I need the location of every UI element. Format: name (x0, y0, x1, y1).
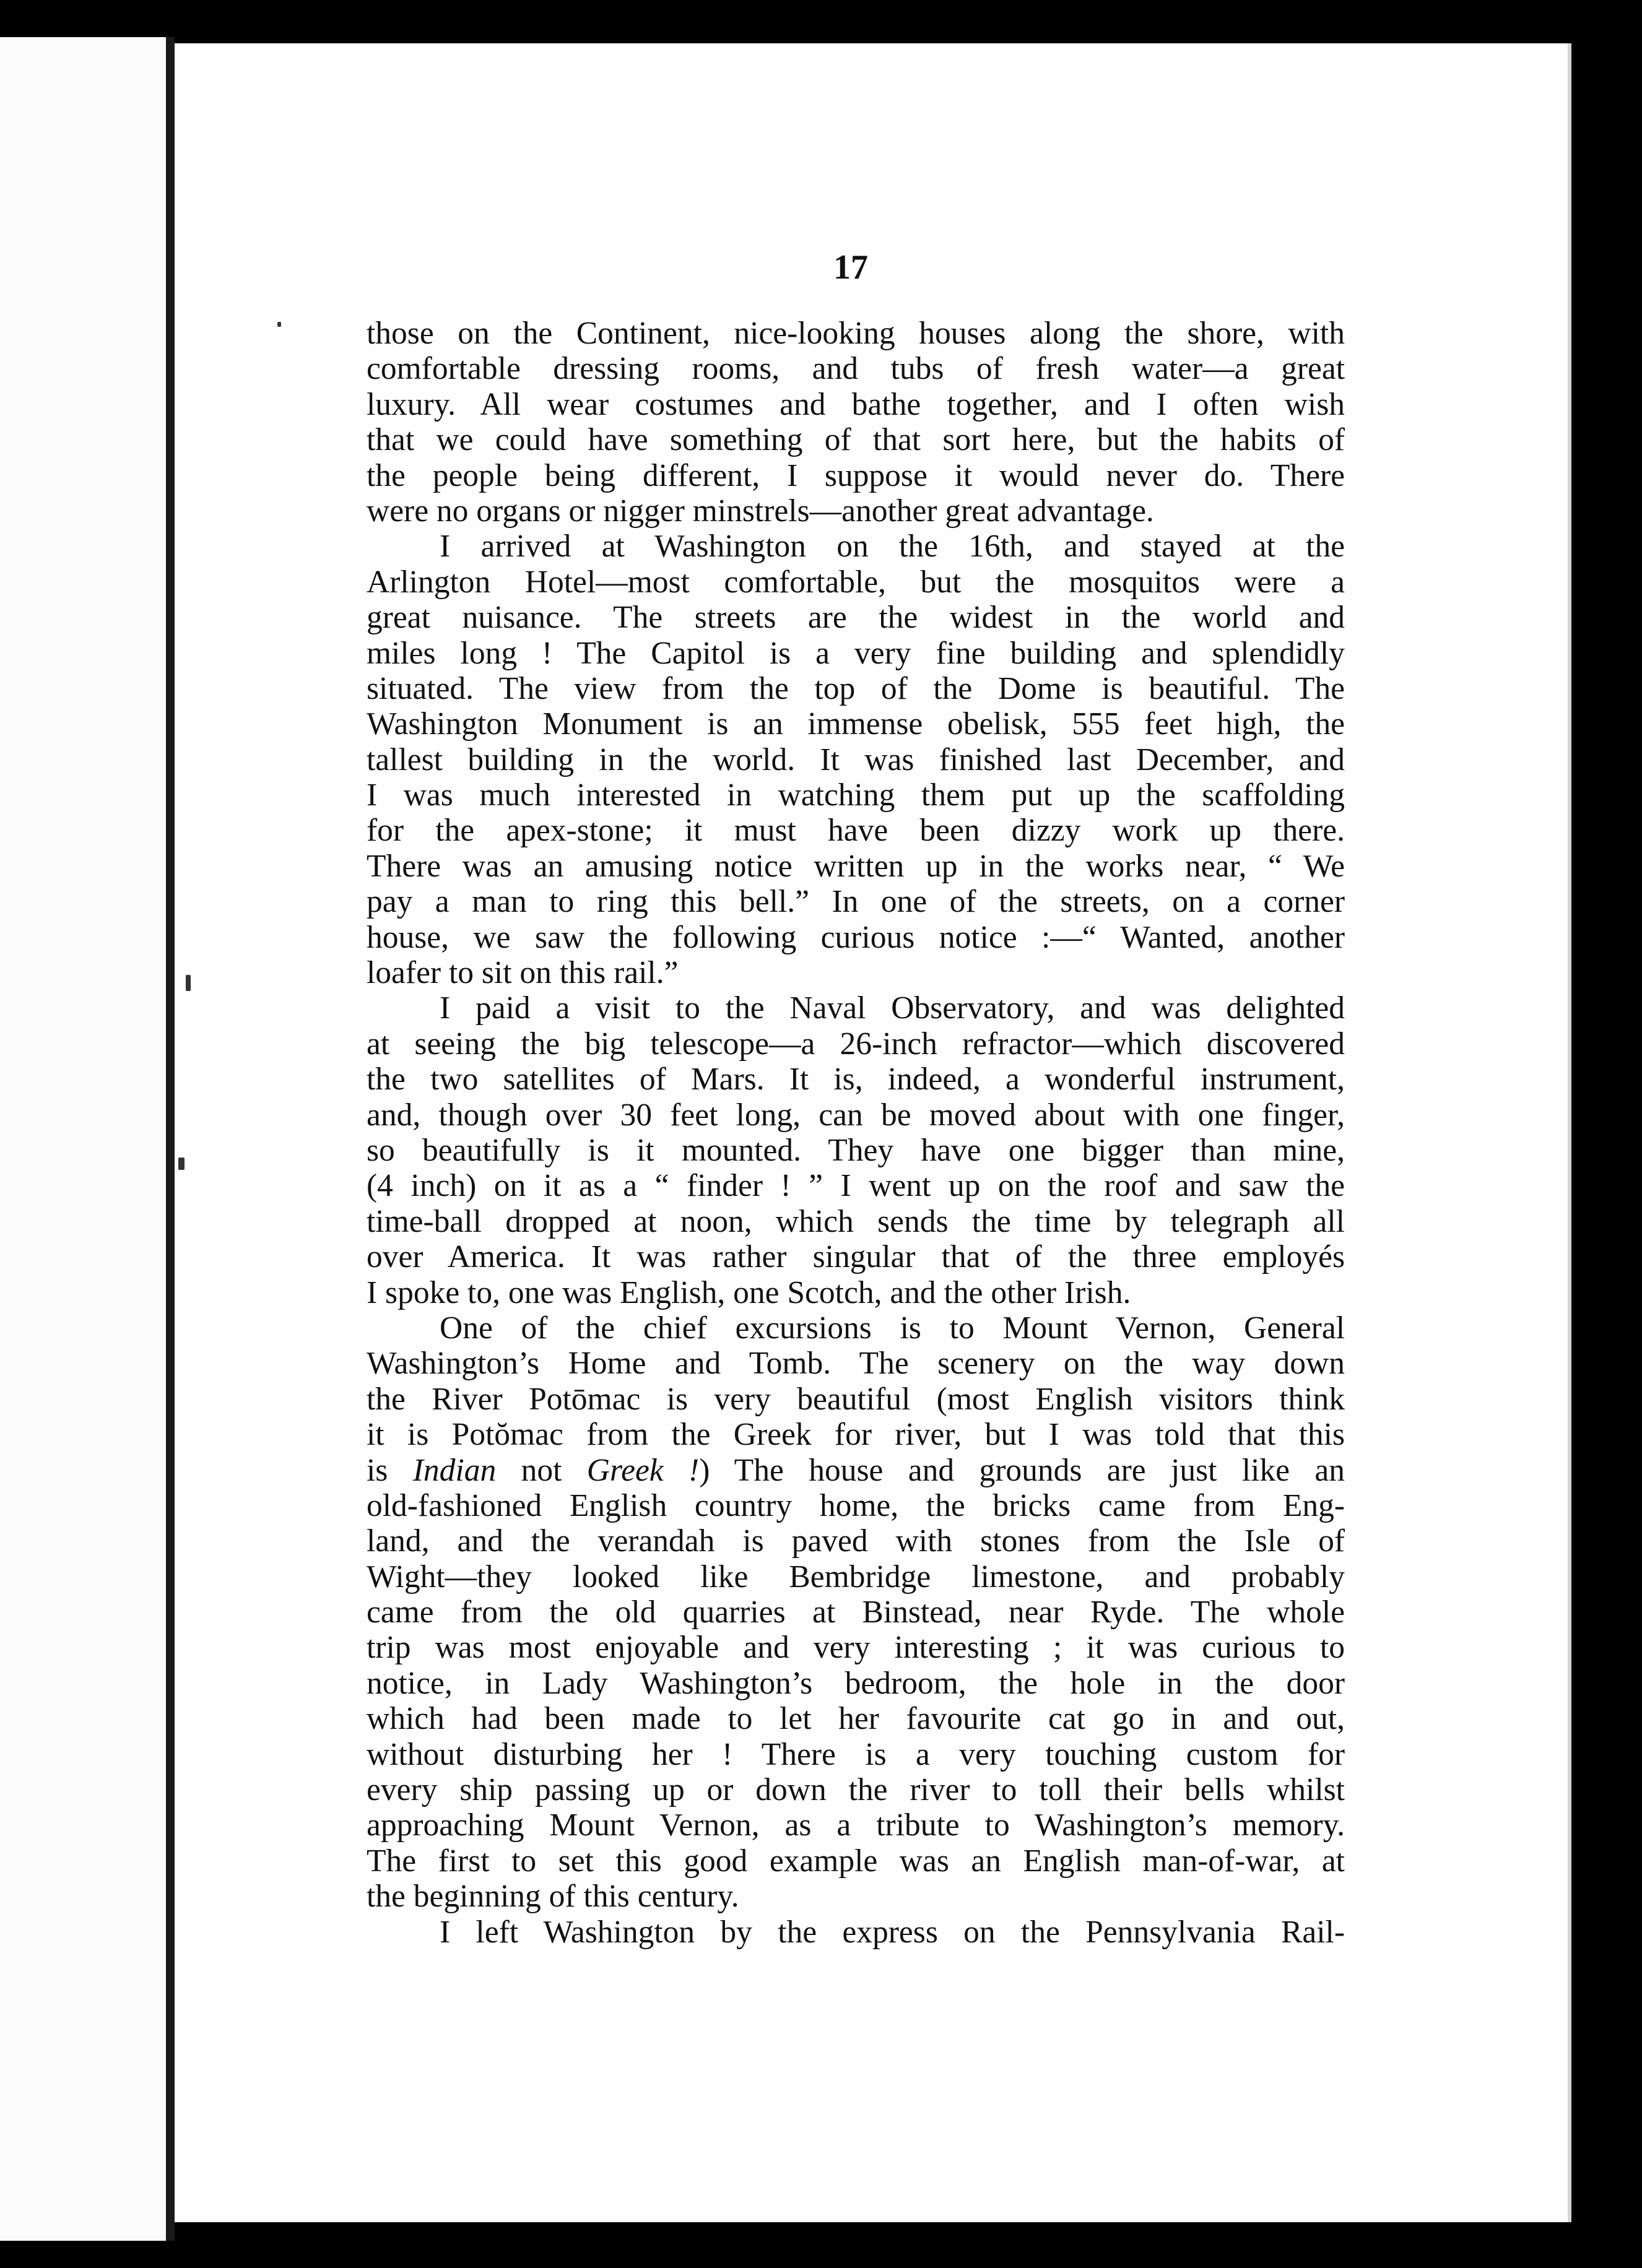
text-line: the people being different, I suppose it would never do. There (367, 457, 1345, 493)
text-line: The first to set this good example was an English man-of-war, at (367, 1843, 1345, 1879)
text-line: great nuisance. The streets are the widest in the world and (367, 600, 1345, 636)
text-line: situated. The view from the top of the Dome is beautiful. The (367, 670, 1345, 706)
text-line: (4 inch) on it as a “ finder ! ” I went up on the roof and saw the (367, 1168, 1345, 1204)
text-line: time-ball dropped at noon, which sends the time by telegraph all (367, 1203, 1345, 1239)
text-line: which had been made to let her favourite cat go in and out, (367, 1701, 1345, 1737)
book-gutter (166, 37, 175, 2241)
text-line: Washington’s Home and Tomb. The scenery on the way down (367, 1346, 1345, 1382)
text-line: I spoke to, one was English, one Scotch, and the other Irish. (367, 1275, 1131, 1310)
text-line: old-fashioned English country home, the bricks came from Eng- (367, 1487, 1345, 1523)
body-text (367, 316, 1345, 1950)
margin-speck (186, 975, 191, 991)
text-line: luxury. All wear costumes and bathe together, and I often wish (367, 386, 1345, 422)
text-line: over America. It was rather singular that of the three employés (367, 1239, 1345, 1275)
text-line: tallest building in the world. It was finished last December, and (367, 742, 1345, 777)
facing-page-edge (0, 37, 166, 2241)
text-line: I arrived at Washington on the 16th, and stayed at the (440, 529, 1345, 565)
text-line: Wight—they looked like Bembridge limestone, and probably (367, 1559, 1345, 1595)
text-line: pay a man to ring this bell.” In one of the streets, on a corner (367, 884, 1345, 920)
text-line: approaching Mount Vernon, as a tribute to Washington’s memory. (367, 1807, 1345, 1843)
text-line: house, we saw the following curious notice :—“ Wanted, another (367, 919, 1345, 955)
text-line: trip was most enjoyable and very interesting ; it was curious to (367, 1630, 1345, 1666)
text-line: I paid a visit to the Naval Observatory, and was delighted (440, 990, 1345, 1026)
text-line: loafer to sit on this rail.” (367, 955, 679, 991)
text-line: the River Potōmac is very beautiful (most English visitors think (367, 1381, 1345, 1417)
text-line: and, though over 30 feet long, can be moved about with one finger, (367, 1097, 1345, 1133)
text-line: every ship passing up or down the river to toll their bells whilst (367, 1772, 1345, 1808)
text-line: without disturbing her ! There is a very touching custom for (367, 1736, 1345, 1772)
text-line: Washington Monument is an immense obelisk, 555 feet high, the (367, 706, 1345, 742)
page-number: 17 (833, 248, 868, 287)
text-line: that we could have something of that sort here, but the habits of (367, 422, 1345, 458)
text-line: for the apex-stone; it must have been dizzy work up there. (367, 813, 1345, 849)
text-line: at seeing the big telescope—a 26-inch refractor—which discovered (367, 1026, 1345, 1062)
text-line: were no organs or nigger minstrels—another great advantage. (367, 493, 1154, 529)
text-line: land, and the verandah is paved with stones from the Isle of (367, 1523, 1345, 1559)
text-line: those on the Continent, nice-looking houses along the shore, with (367, 316, 1345, 351)
text-line: There was an amusing notice written up in the works near, “ We (367, 848, 1345, 884)
text-line: it is Potŏmac from the Greek for river, but I was told that this (367, 1417, 1345, 1453)
margin-speck (178, 1158, 185, 1170)
text-line: so beautifully is it mounted. They have one bigger than mine, (367, 1132, 1345, 1168)
text-line: I was much interested in watching them put up the scaffolding (367, 777, 1345, 813)
text-line: One of the chief excursions is to Mount Vernon, General (440, 1310, 1345, 1346)
margin-speck (277, 322, 281, 327)
text-line: is Indian not Greek !) The house and grounds are just like an (367, 1452, 1345, 1488)
text-line: came from the old quarries at Binstead, near Ryde. The whole (367, 1595, 1345, 1630)
text-line: notice, in Lady Washington’s bedroom, the hole in the door (367, 1665, 1345, 1701)
text-line: the beginning of this century. (367, 1879, 739, 1915)
text-line: Arlington Hotel—most comfortable, but the mosquitos were a (367, 564, 1345, 600)
text-line: I left Washington by the express on the Pennsylvania Rail- (440, 1914, 1345, 1950)
text-line: the two satellites of Mars. It is, indeed, a wonderful instrument, (367, 1062, 1345, 1097)
text-line: comfortable dressing rooms, and tubs of fresh water—a great (367, 351, 1345, 387)
text-line: miles long ! The Capitol is a very fine building and splendidly (367, 635, 1345, 671)
